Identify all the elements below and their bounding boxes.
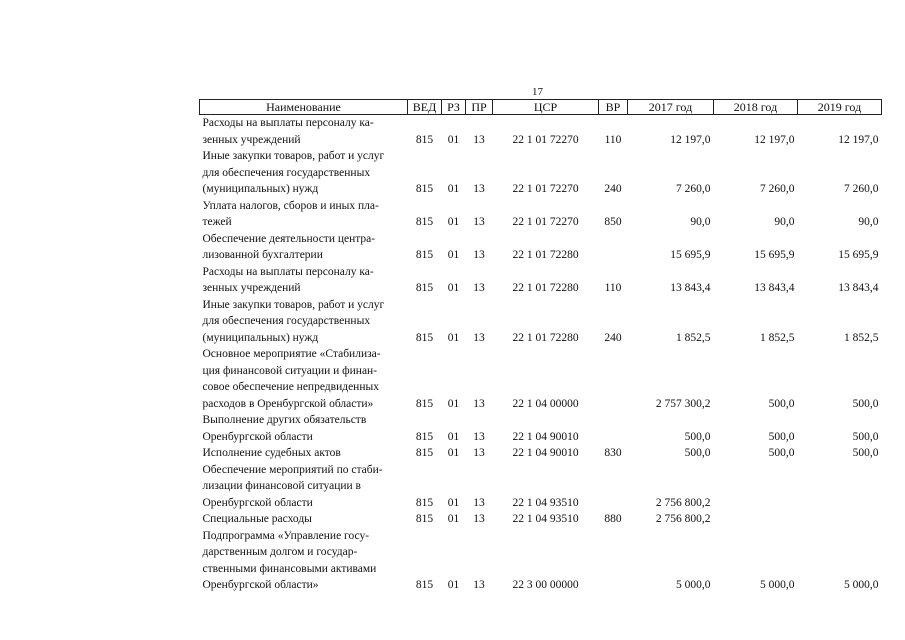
pr-cell: 13 xyxy=(473,331,485,344)
vr-cell xyxy=(599,528,628,594)
name-line: лизации финансовой ситуации в xyxy=(202,480,361,492)
vr-cell: 880 xyxy=(604,513,622,525)
amount-2019-cell: 13 843,4 xyxy=(838,282,879,294)
name-cell xyxy=(200,412,408,445)
header-pr: ПР xyxy=(466,100,493,115)
rz-cell: 01 xyxy=(447,183,460,195)
name-line: Исполнение судебных актов xyxy=(202,447,341,459)
csr-cell: 22 1 01 72270 xyxy=(512,216,579,228)
name-cell xyxy=(200,528,408,594)
table-body xyxy=(200,115,882,594)
amount-2017-cell: 15 695,9 xyxy=(670,249,711,261)
amount-2018-cell xyxy=(714,462,798,512)
name-line: Оренбургской области xyxy=(202,496,313,509)
csr-cell: 22 1 01 72280 xyxy=(512,282,579,294)
csr-cell: 22 1 04 90010 xyxy=(512,430,579,443)
name-line: для обеспечения государственных xyxy=(202,166,371,179)
vr-cell: 240 xyxy=(604,331,622,344)
ved-cell: 815 xyxy=(415,496,434,509)
amount-2018-cell: 500,0 xyxy=(768,430,795,443)
rz-cell: 01 xyxy=(447,249,460,261)
amount-2017-cell: 5 000,0 xyxy=(676,579,711,591)
name-line: ственными финансовыми активами xyxy=(202,562,377,575)
name-line: совое обеспечение непредвиденных xyxy=(202,381,379,393)
table-row xyxy=(200,445,882,462)
name-line: Основное мероприятие «Стабилиза- xyxy=(202,348,381,360)
csr-cell: 22 1 04 93510 xyxy=(512,496,579,509)
ved-cell: 815 xyxy=(415,430,434,443)
table-row xyxy=(200,115,882,149)
csr-cell: 22 1 01 72280 xyxy=(512,331,579,344)
name-cell xyxy=(200,198,408,231)
pr-cell: 13 xyxy=(473,282,485,294)
vr-cell: 110 xyxy=(604,282,622,294)
ved-cell: 815 xyxy=(415,513,434,525)
name-cell xyxy=(200,462,408,512)
rz-cell: 01 xyxy=(447,447,460,459)
pr-cell: 13 xyxy=(473,579,485,591)
table-row xyxy=(200,264,882,297)
amount-2018-cell: 1 852,5 xyxy=(760,331,795,344)
amount-2017-cell: 2 756 800,2 xyxy=(655,513,711,525)
header-2018: 2018 год xyxy=(714,100,798,115)
ved-cell: 815 xyxy=(415,447,434,459)
header-rz: РЗ xyxy=(442,100,466,115)
amount-2019-cell: 5 000,0 xyxy=(844,579,879,591)
vr-cell: 110 xyxy=(604,133,622,146)
header-vr: ВР xyxy=(599,100,628,115)
header-name: Наименование xyxy=(200,100,408,115)
table-row xyxy=(200,462,882,512)
amount-2017-cell: 12 197,0 xyxy=(670,133,711,146)
amount-2017-cell: 500,0 xyxy=(684,430,711,443)
name-line: лизованной бухгалтерии xyxy=(202,249,323,261)
name-line: (муниципальных) нужд xyxy=(202,183,319,195)
budget-table xyxy=(199,99,882,594)
table-row xyxy=(200,148,882,198)
name-line: Специальные расходы xyxy=(202,513,312,525)
amount-2018-cell: 90,0 xyxy=(774,216,795,228)
header-2019: 2019 год xyxy=(798,100,882,115)
vr-cell: 240 xyxy=(604,183,622,195)
table-row xyxy=(200,346,882,412)
name-line: Выполнение других обязательств xyxy=(202,414,367,426)
name-cell xyxy=(200,231,408,264)
amount-2017-cell: 2 757 300,2 xyxy=(655,397,711,410)
rz-cell: 01 xyxy=(447,496,460,509)
ved-cell: 815 xyxy=(415,249,434,261)
csr-cell: 22 1 04 90010 xyxy=(512,447,579,459)
header-csr: ЦСР xyxy=(493,100,599,115)
name-line: Расходы на выплаты персоналу ка- xyxy=(202,117,374,129)
amount-2018-cell: 7 260,0 xyxy=(760,183,795,195)
pr-cell: 13 xyxy=(473,249,485,261)
name-cell xyxy=(200,346,408,412)
name-line: Обеспечение деятельности центра- xyxy=(202,232,376,245)
amount-2019-cell: 12 197,0 xyxy=(838,133,879,146)
name-line: расходов в Оренбургской области» xyxy=(202,397,374,410)
vr-cell: 830 xyxy=(604,447,622,459)
ved-cell: 815 xyxy=(415,579,434,591)
table-row xyxy=(200,528,882,594)
rz-cell: 01 xyxy=(447,430,460,443)
amount-2018-cell xyxy=(714,511,798,528)
name-cell xyxy=(200,115,408,149)
header-ved: ВЕД xyxy=(408,100,442,115)
ved-cell: 815 xyxy=(415,282,434,294)
csr-cell: 22 1 04 00000 xyxy=(512,397,579,410)
amount-2018-cell: 12 197,0 xyxy=(754,133,795,146)
amount-2019-cell: 500,0 xyxy=(852,430,879,443)
amount-2018-cell: 500,0 xyxy=(768,397,795,410)
name-line: Иные закупки товаров, работ и услуг xyxy=(202,150,385,162)
name-line: зенных учреждений xyxy=(202,282,301,294)
amount-2017-cell: 90,0 xyxy=(690,216,711,228)
pr-cell: 13 xyxy=(473,447,485,459)
name-line: Обеспечение мероприятий по стаби- xyxy=(202,463,383,476)
ved-cell: 815 xyxy=(415,216,434,228)
amount-2019-cell xyxy=(798,511,882,528)
amount-2017-cell: 1 852,5 xyxy=(676,331,711,344)
name-line: ция финансовой ситуации и финан- xyxy=(202,364,378,377)
rz-cell: 01 xyxy=(447,216,460,228)
name-line: Оренбургской области xyxy=(202,430,313,443)
table-row xyxy=(200,412,882,445)
amount-2019-cell xyxy=(798,462,882,512)
amount-2017-cell: 13 843,4 xyxy=(670,282,711,294)
ved-cell: 815 xyxy=(415,183,434,195)
amount-2019-cell: 500,0 xyxy=(852,447,879,459)
rz-cell: 01 xyxy=(447,282,460,294)
name-cell xyxy=(200,511,408,528)
vr-cell xyxy=(599,346,628,412)
amount-2018-cell: 15 695,9 xyxy=(754,249,795,261)
pr-cell: 13 xyxy=(473,513,485,525)
amount-2019-cell: 15 695,9 xyxy=(838,249,879,261)
amount-2019-cell: 1 852,5 xyxy=(844,331,879,344)
pr-cell: 13 xyxy=(473,496,485,509)
csr-cell: 22 1 04 93510 xyxy=(512,513,579,525)
vr-cell xyxy=(599,412,628,445)
pr-cell: 13 xyxy=(473,430,485,443)
pr-cell: 13 xyxy=(473,397,485,410)
name-line: Подпрограмма «Управление госу- xyxy=(202,529,370,542)
name-cell xyxy=(200,297,408,347)
name-cell xyxy=(200,148,408,198)
ved-cell: 815 xyxy=(415,331,434,344)
ved-cell: 815 xyxy=(415,133,434,146)
vr-cell xyxy=(599,231,628,264)
csr-cell: 22 1 01 72280 xyxy=(512,249,579,261)
vr-cell xyxy=(599,462,628,512)
amount-2018-cell: 5 000,0 xyxy=(760,579,795,591)
amount-2019-cell: 500,0 xyxy=(852,397,879,410)
header-2017: 2017 год xyxy=(628,100,714,115)
table-row xyxy=(200,198,882,231)
name-line: дарственным долгом и государ- xyxy=(202,546,358,558)
name-line: для обеспечения государственных xyxy=(202,315,371,327)
amount-2018-cell: 500,0 xyxy=(768,447,795,459)
name-cell xyxy=(200,445,408,462)
amount-2017-cell: 7 260,0 xyxy=(676,183,711,195)
page-number: 17 xyxy=(532,86,543,98)
amount-2019-cell: 90,0 xyxy=(858,216,879,228)
vr-cell: 850 xyxy=(604,216,622,228)
pr-cell: 13 xyxy=(473,133,485,146)
name-line: зенных учреждений xyxy=(202,133,301,146)
name-line: Уплата налогов, сборов и иных пла- xyxy=(202,199,379,212)
name-line: Расходы на выплаты персоналу ка- xyxy=(202,265,374,278)
csr-cell: 22 3 00 00000 xyxy=(512,579,579,591)
name-line: Иные закупки товаров, работ и услуг xyxy=(202,298,385,311)
csr-cell: 22 1 01 72270 xyxy=(512,183,579,195)
pr-cell: 13 xyxy=(473,216,485,228)
ved-cell: 815 xyxy=(415,397,434,410)
csr-cell: 22 1 01 72270 xyxy=(512,133,579,146)
amount-2017-cell: 2 756 800,2 xyxy=(655,496,711,509)
rz-cell: 01 xyxy=(447,397,460,410)
rz-cell: 01 xyxy=(447,579,460,591)
rz-cell: 01 xyxy=(447,331,460,344)
name-line: Оренбургской области» xyxy=(202,579,319,591)
rz-cell: 01 xyxy=(447,513,460,525)
amount-2017-cell: 500,0 xyxy=(684,447,711,459)
table-row xyxy=(200,231,882,264)
name-cell xyxy=(200,264,408,297)
table-header-row xyxy=(200,100,882,115)
rz-cell: 01 xyxy=(447,133,460,146)
pr-cell: 13 xyxy=(473,183,485,195)
table-row xyxy=(200,297,882,347)
amount-2018-cell: 13 843,4 xyxy=(754,282,795,294)
table-row xyxy=(200,511,882,528)
amount-2019-cell: 7 260,0 xyxy=(844,183,879,195)
name-line: тежей xyxy=(202,216,232,228)
name-line: (муниципальных) нужд xyxy=(202,331,319,344)
